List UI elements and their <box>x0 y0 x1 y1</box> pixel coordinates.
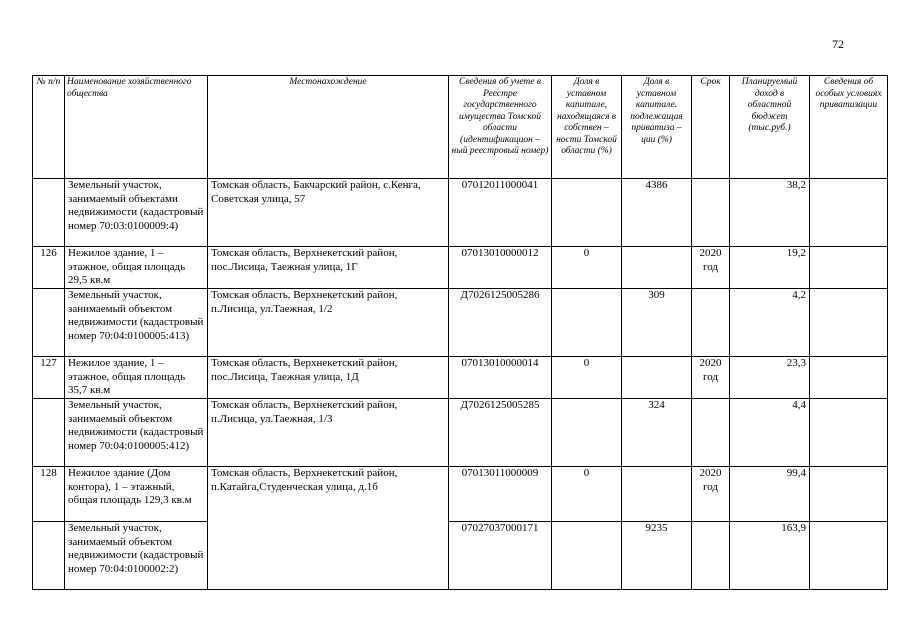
header-conditions: Сведения об особых условиях приватизации <box>810 76 888 179</box>
table-row <box>33 467 888 522</box>
cell-location: Томская область, Верхнекетский район, п.Лисица, ул.Таежная, 1/3 <box>208 399 449 467</box>
header-row <box>33 76 888 179</box>
cell-name: Земельный участок, занимаемый объектом недвижимости (кадастровый номер 70:04:0100005:412) <box>65 399 208 467</box>
cell-income: 163,9 <box>730 522 810 590</box>
header-registry: Сведения об учете в Реестре государственного имущества Томской области (идентификацион – ный реестровый номер) <box>449 76 552 179</box>
cell-num: 127 <box>33 357 65 399</box>
cell-term <box>692 179 730 247</box>
cell-term <box>692 399 730 467</box>
cell-num <box>33 522 65 590</box>
cell-income: 38,2 <box>730 179 810 247</box>
cell-conditions <box>810 399 888 467</box>
cell-name: Нежилое здание, 1 – этажное, общая площадь 35,7 кв.м <box>65 357 208 399</box>
cell-share-priv: 4386 <box>622 179 692 247</box>
cell-registry: Д7026125005285 <box>449 399 552 467</box>
cell-location: Томская область, Бакчарский район, с.Кенга, Советская улица, 57 <box>208 179 449 247</box>
cell-location: Томская область, Верхнекетский район, пос.Лисица, Таежная улица, 1Г <box>208 247 449 289</box>
cell-location: Томская область, Верхнекетский район, п.Лисица, ул.Таежная, 1/2 <box>208 289 449 357</box>
cell-share-priv: 9235 <box>622 522 692 590</box>
cell-num <box>33 399 65 467</box>
cell-share-priv <box>622 247 692 289</box>
table-row <box>33 357 888 399</box>
cell-income: 4,4 <box>730 399 810 467</box>
cell-conditions <box>810 247 888 289</box>
cell-share-owned: 0 <box>552 467 622 522</box>
cell-name: Земельный участок, занимаемый объектами недвижимости (кадастровый номер 70:03:0100009:4) <box>65 179 208 247</box>
header-share-priv: Доля в уставном капитале. подлежащая приватиза – ции (%) <box>622 76 692 179</box>
cell-num <box>33 289 65 357</box>
cell-share-owned <box>552 399 622 467</box>
cell-registry: 07013010000012 <box>449 247 552 289</box>
cell-share-owned <box>552 522 622 590</box>
header-income: Планируемый доход в областной бюджет (тыс.руб.) <box>730 76 810 179</box>
cell-income: 19,2 <box>730 247 810 289</box>
cell-conditions <box>810 357 888 399</box>
cell-term <box>692 522 730 590</box>
cell-income: 23,3 <box>730 357 810 399</box>
table-row <box>33 289 888 357</box>
cell-name: Земельный участок, занимаемый объектом недвижимости (кадастровый номер 70:04:0100002:2) <box>65 522 208 590</box>
cell-num <box>33 179 65 247</box>
cell-share-priv: 324 <box>622 399 692 467</box>
header-name: Наименование хозяйственного общества <box>65 76 208 179</box>
cell-term: 2020 год <box>692 467 730 522</box>
table-row <box>33 179 888 247</box>
cell-registry: 07027037000171 <box>449 522 552 590</box>
table-row <box>33 399 888 467</box>
cell-share-owned <box>552 289 622 357</box>
page-number: 72 <box>832 37 844 51</box>
cell-registry: 07013010000014 <box>449 357 552 399</box>
cell-name: Нежилое здание (Дом контора), 1 – этажный, общая площадь 129,3 кв.м <box>65 467 208 522</box>
cell-name: Нежилое здание, 1 – этажное, общая площадь 29,5 кв.м <box>65 247 208 289</box>
cell-location: Томская область, Верхнекетский район, п.Катайга,Студенческая улица, д.1б <box>208 467 449 590</box>
cell-term <box>692 289 730 357</box>
cell-share-owned: 0 <box>552 247 622 289</box>
header-term: Срок <box>692 76 730 179</box>
cell-share-owned <box>552 179 622 247</box>
header-num: № п/п <box>33 76 65 179</box>
cell-share-priv: 309 <box>622 289 692 357</box>
header-location: Местонахождение <box>208 76 449 179</box>
privatization-table <box>32 75 888 590</box>
cell-location: Томская область, Верхнекетский район, пос.Лисица, Таежная улица, 1Д <box>208 357 449 399</box>
cell-name: Земельный участок, занимаемый объектом недвижимости (кадастровый номер 70:04:0100005:413) <box>65 289 208 357</box>
header-share-owned: Доля в уставном капитале, находящаяся в собствен – ности Томской области (%) <box>552 76 622 179</box>
cell-conditions <box>810 179 888 247</box>
cell-term: 2020 год <box>692 247 730 289</box>
cell-term: 2020 год <box>692 357 730 399</box>
cell-num: 128 <box>33 467 65 522</box>
cell-conditions <box>810 289 888 357</box>
cell-conditions <box>810 522 888 590</box>
cell-share-priv <box>622 357 692 399</box>
cell-num: 126 <box>33 247 65 289</box>
cell-share-owned: 0 <box>552 357 622 399</box>
cell-income: 4,2 <box>730 289 810 357</box>
table-row <box>33 247 888 289</box>
cell-registry: 07012011000041 <box>449 179 552 247</box>
cell-share-priv <box>622 467 692 522</box>
cell-registry: 07013011000009 <box>449 467 552 522</box>
cell-registry: Д7026125005286 <box>449 289 552 357</box>
cell-conditions <box>810 467 888 522</box>
table-row <box>33 522 888 590</box>
cell-income: 99,4 <box>730 467 810 522</box>
